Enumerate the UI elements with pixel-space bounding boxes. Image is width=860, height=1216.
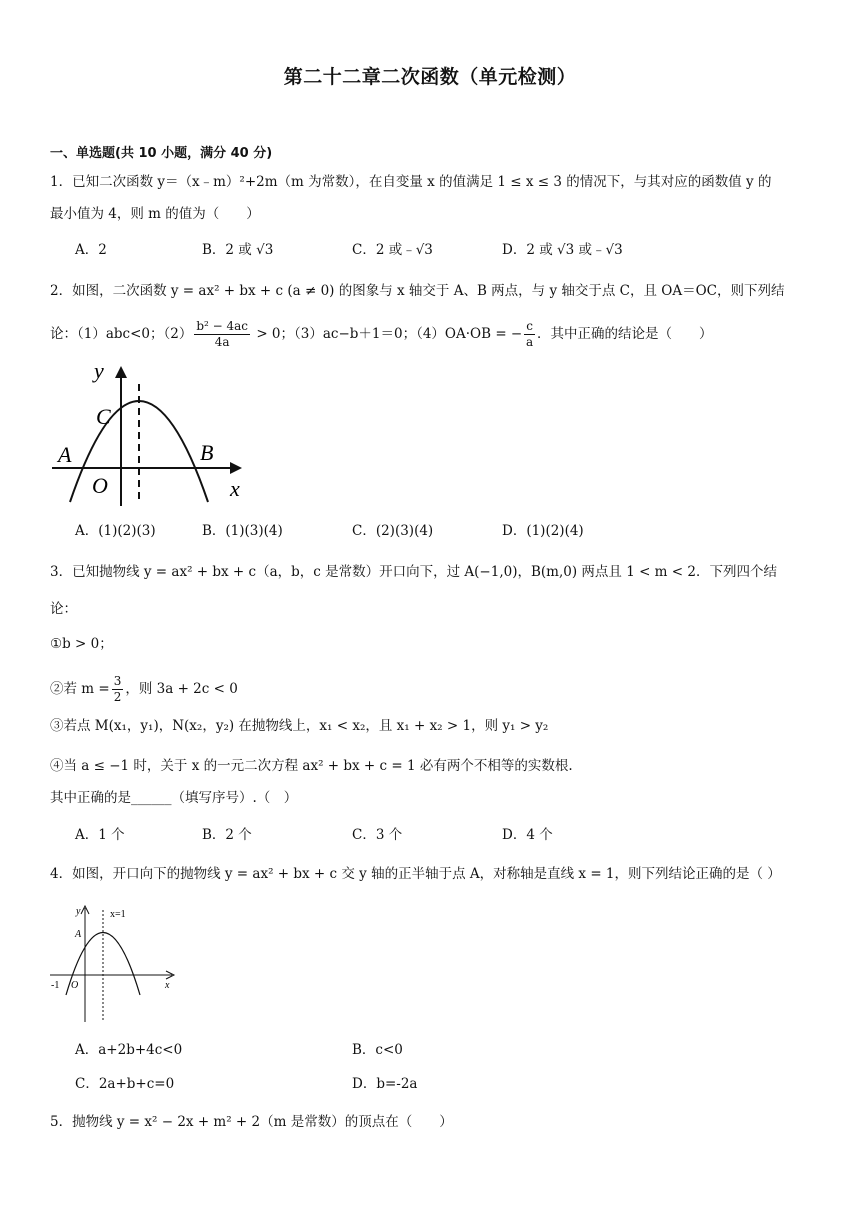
q4-option-a: A．a+2b+4c<0 xyxy=(75,1042,183,1058)
q2-label-b: B xyxy=(200,440,214,465)
q3-option-c: C．3 个 xyxy=(352,827,403,843)
q3-statement-2-pre: ②若 m = xyxy=(50,681,110,697)
q3-stem-line1: 3．已知抛物线 y = ax² + bx + c（a，b，c 是常数）开口向下，过 A(−1,0)，B(m,0) 两点且 1 < m < 2．下列四个结 xyxy=(50,564,777,580)
q3-option-a: A．1 个 xyxy=(75,827,125,843)
q2-x-axis-arrow-icon xyxy=(230,462,242,474)
q2-fraction-2 xyxy=(524,319,535,350)
q2-fraction-1-denominator: 4a xyxy=(214,335,230,349)
q2-option-c: C．(2)(3)(4) xyxy=(352,523,434,539)
q3-stem-line2: 论： xyxy=(50,601,77,617)
q2-stem-line2 xyxy=(50,319,712,350)
section-heading: 一、单选题(共 10 小题，满分 40 分) xyxy=(50,146,273,161)
q1-stem-line1: 1．已知二次函数 y＝（x﹣m）²+2m（m 为常数），在自变量 x 的值满足 1 ≤ x ≤ 3 的情况下，与其对应的函数值 y 的 xyxy=(50,174,772,190)
q2-label-a: A xyxy=(58,442,72,467)
q2-option-d: D．(1)(2)(4) xyxy=(502,523,584,539)
q2-y-axis-arrow-icon xyxy=(115,366,127,378)
q3-statement-1: ①b > 0； xyxy=(50,636,113,652)
q3-fraction-denominator: 2 xyxy=(113,690,122,704)
q2-fraction-2-numerator: c xyxy=(526,319,533,333)
q1-stem-line2: 最小值为 4，则 m 的值为（ ） xyxy=(50,206,260,222)
q2-label-c: C xyxy=(96,404,111,429)
q4-label-neg1: -1 xyxy=(51,980,60,991)
q3-fraction-numerator: 3 xyxy=(113,674,122,688)
q1-option-d: D．2 或 √3 或﹣√3 xyxy=(502,242,623,258)
q3-statement-2-post: ，则 3a + 2c < 0 xyxy=(125,681,238,697)
q1-option-c: C．2 或﹣√3 xyxy=(352,242,433,258)
q3-statement-3: ③若点 M(x₁，y₁)，N(x₂，y₂) 在抛物线上，x₁ < x₂，且 x₁ + x₂ > 1，则 y₁ > y₂ xyxy=(50,718,549,734)
q4-option-b: B．c<0 xyxy=(352,1042,403,1058)
q2-label-x: x xyxy=(230,476,240,501)
q2-fraction-1 xyxy=(194,319,250,350)
q4-label-axis: x=1 xyxy=(110,909,126,920)
q2-fraction-2-denominator: a xyxy=(526,335,534,349)
q2-stem-line2-post: ．其中正确的结论是（ ） xyxy=(536,326,713,342)
q2-option-a: A．(1)(2)(3) xyxy=(75,523,156,539)
q3-option-d: D．4 个 xyxy=(502,827,553,843)
q2-label-y: y xyxy=(94,362,104,383)
q4-parabola-figure xyxy=(48,900,180,1025)
q4-option-d: D．b=-2a xyxy=(352,1076,418,1092)
q4-label-y: y xyxy=(76,906,81,917)
q3-statement-5: 其中正确的是______（填写序号）.（ ） xyxy=(50,790,298,806)
q1-option-b: B．2 或 √3 xyxy=(202,242,274,258)
q5-stem-line1: 5．抛物线 y = x² − 2x + m² + 2（m 是常数）的顶点在（ ） xyxy=(50,1114,453,1130)
q2-parabola-figure xyxy=(50,362,250,507)
q3-fraction xyxy=(112,674,124,705)
q4-stem-line1: 4．如图，开口向下的抛物线 y = ax² + bx + c 交 y 轴的正半轴于点 A，对称轴是直线 x = 1，则下列结论正确的是（ ） xyxy=(50,866,781,882)
q4-label-o: O xyxy=(71,980,79,991)
page-title: 第二十二章二次函数（单元检测） xyxy=(283,66,577,88)
q2-label-o: O xyxy=(92,473,108,498)
q2-stem-line2-mid: > 0；（3）ac−b＋1＝0；（4）OA·OB = − xyxy=(252,326,523,342)
q3-statement-4: ④当 a ≤ −1 时，关于 x 的一元二次方程 ax² + bx + c = 1 必有两个不相等的实数根. xyxy=(50,758,573,774)
q4-label-x: x xyxy=(165,980,170,991)
q3-statement-2 xyxy=(50,674,238,705)
q2-option-b: B．(1)(3)(4) xyxy=(202,523,283,539)
q4-option-c: C．2a+b+c=0 xyxy=(75,1076,175,1092)
q4-label-a: A xyxy=(75,929,82,940)
q3-option-b: B．2 个 xyxy=(202,827,252,843)
q2-stem-line2-pre: 论：（1）abc<0；（2） xyxy=(50,326,193,342)
q1-option-a: A．2 xyxy=(75,242,107,258)
q2-stem-line1: 2．如图，二次函数 y = ax² + bx + c (a ≠ 0) 的图象与 x 轴交于 A、B 两点，与 y 轴交于点 C，且 OA＝OC，则下列结 xyxy=(50,283,785,299)
q2-fraction-1-numerator: b² − 4ac xyxy=(196,319,249,333)
